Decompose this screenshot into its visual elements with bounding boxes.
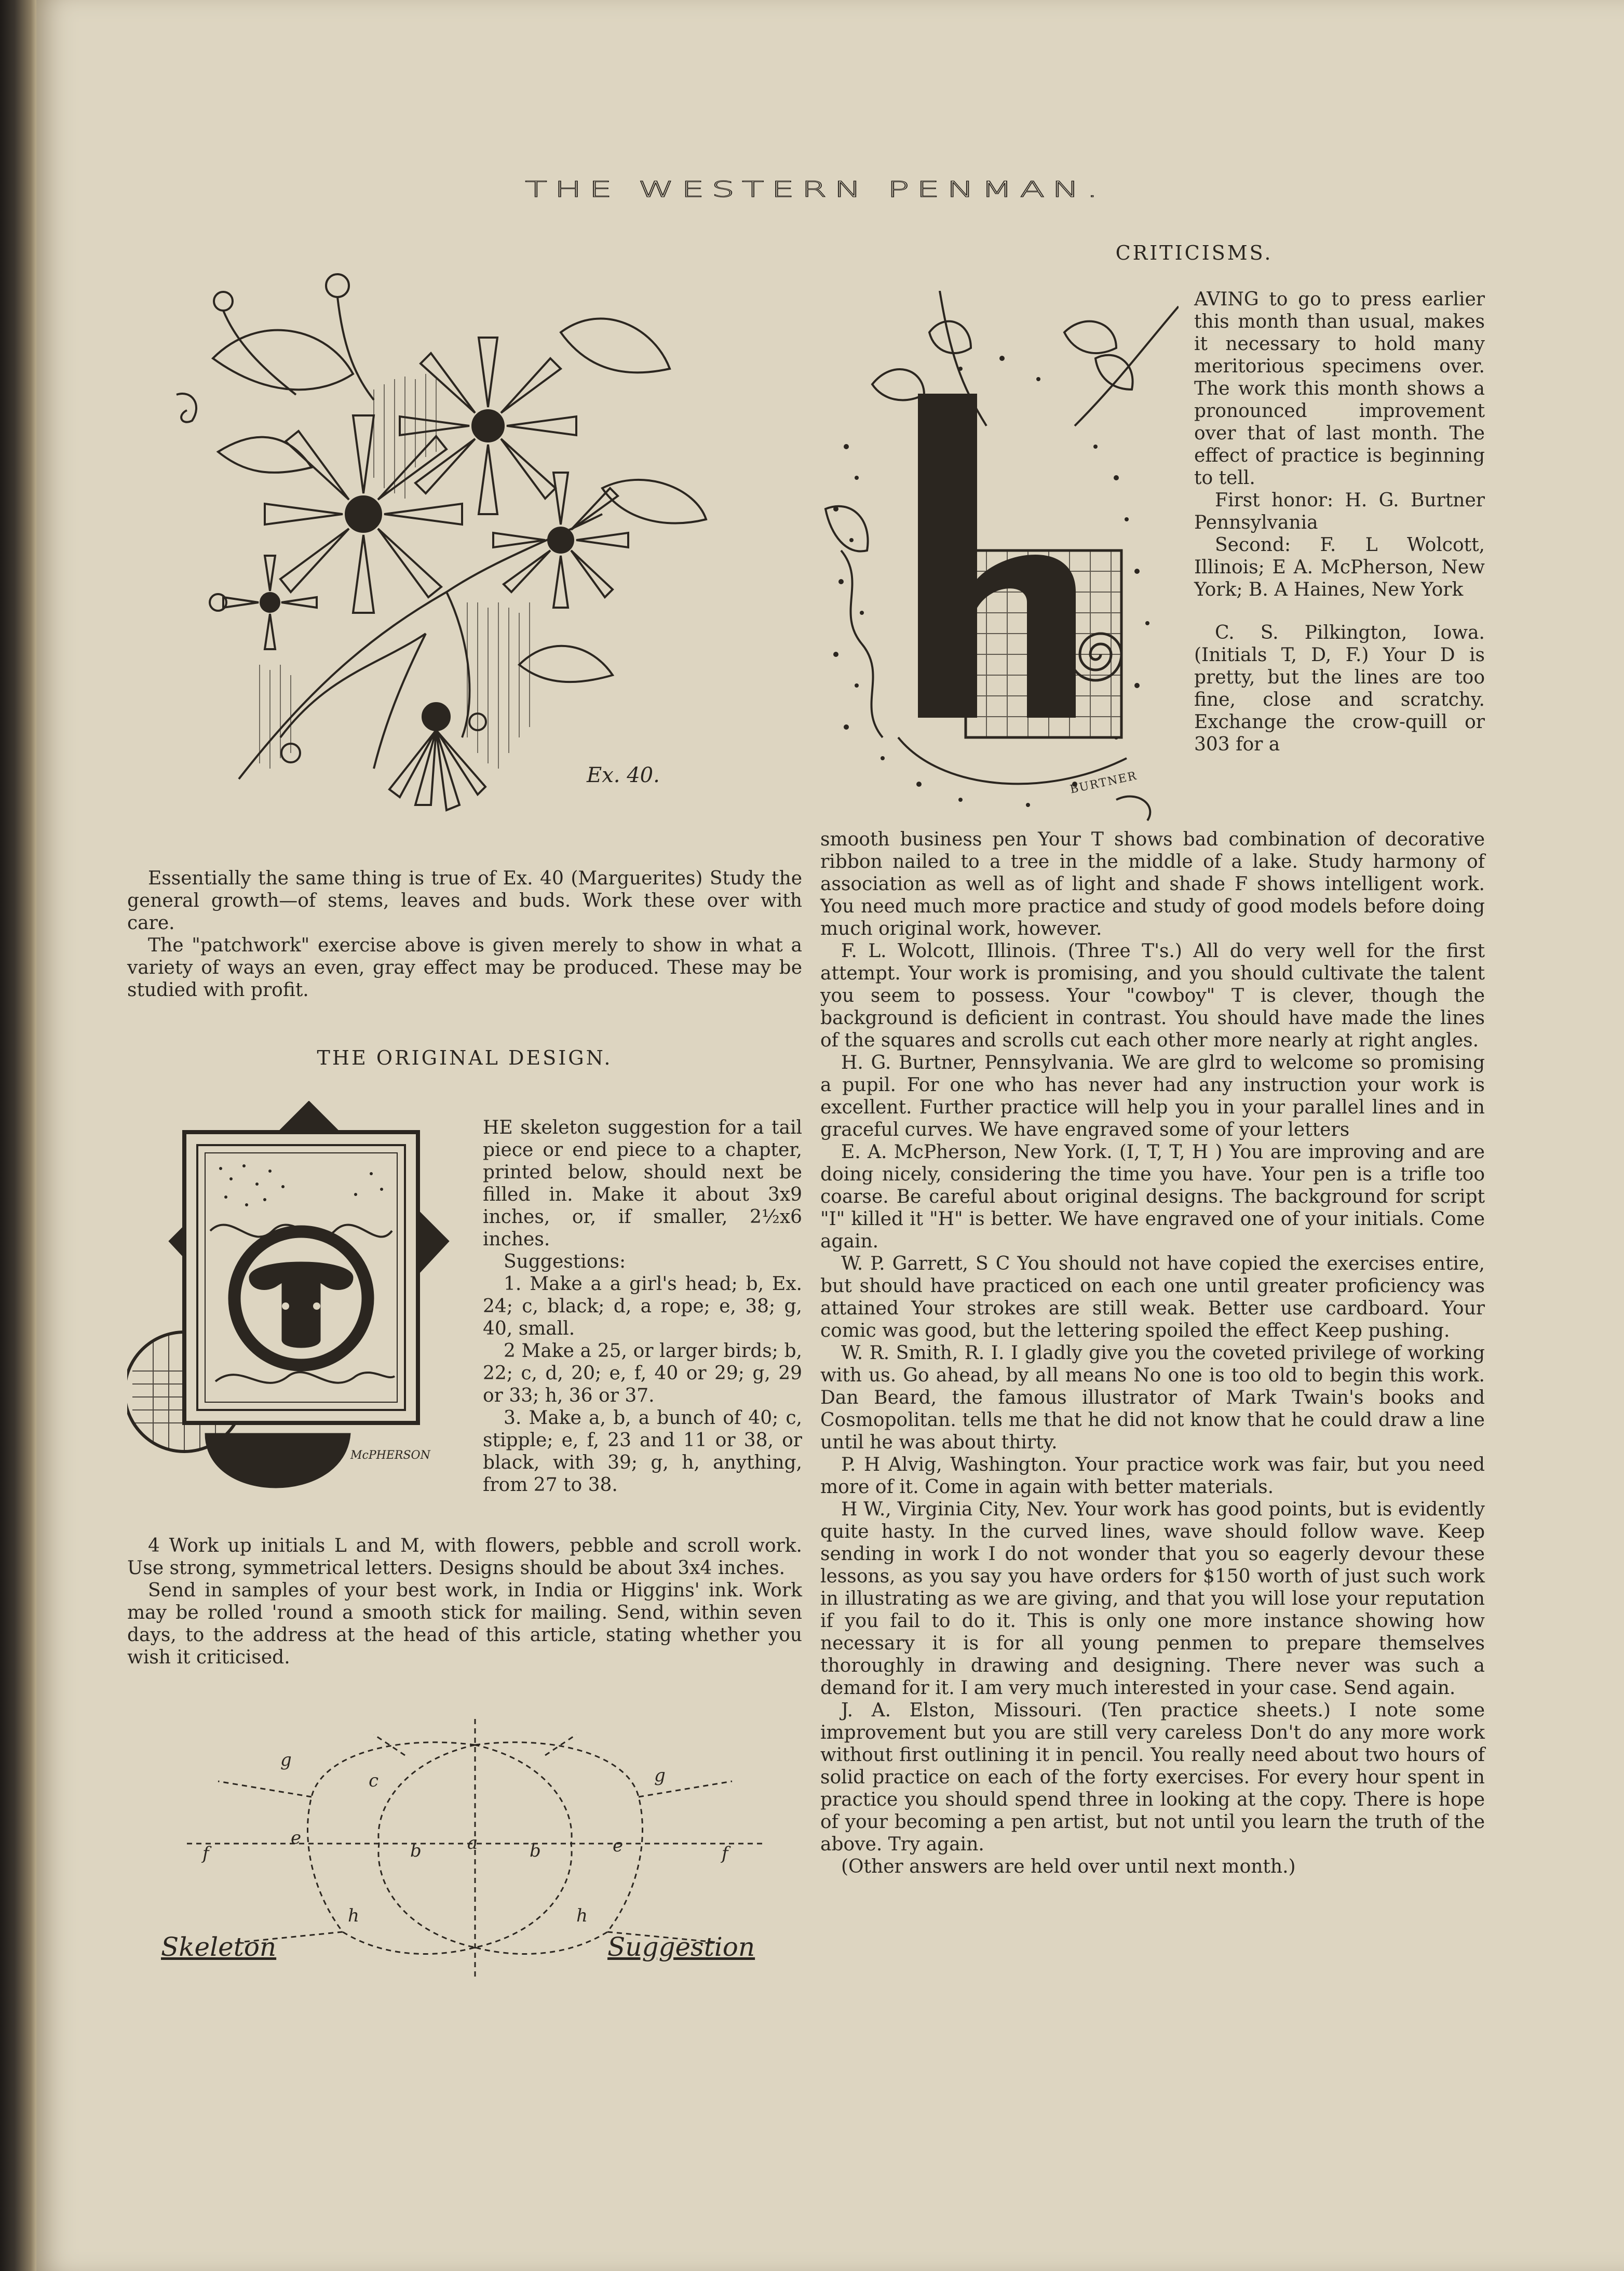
criticisms-body [820, 828, 1485, 1878]
critique: W. R. Smith, R. I. I gladly give you the coveted privilege of working with us. Go ahead, by all means No one is too old to begin this work. Dan Beard, the famous illustrator of Mark Twain's books and Cosmopolitan. tells me that he did not know that he could draw a line until he was about thirty. [820, 1342, 1485, 1453]
masthead: THE WESTERN PENMAN. [525, 177, 1105, 203]
book-binding [0, 0, 36, 2271]
design-signature: McPHERSON [350, 1449, 430, 1462]
paragraph: 4 Work up initials L and M, with flowers, pebble and scroll work. Use strong, symmetrical letters. Designs should be about 3x4 inches. [127, 1535, 802, 1579]
criticisms-intro [1194, 288, 1485, 756]
critique: H W., Virginia City, Nev. Your work has good points, but is evidently quite hasty. In the curved lines, wave should follow wave. Keep sending in work I do not wonder that you so eagerly devour these lessons, as you say you have orders for $150 worth of just such work in illustrating as we are giving, and that you will lose your reputation if you fail to do it. This is only one more instance showing how necessary it is for all young penmen to prepare themselves thoroughly in drawing and designing. There never was such a demand for it. I am very much interested in your case. Send again. [820, 1499, 1485, 1699]
initial-signature: BURTNER [1068, 769, 1139, 797]
paragraph: 3. Make a, b, a bunch of 40; c, stipple; e, f, 23 and 11 or 38, or black, with 39; g, h, anything, from 27 to 38. [483, 1407, 802, 1496]
original-design-heading: THE ORIGINAL DESIGN. [317, 1046, 613, 1069]
ornamental-h-initial [805, 291, 1179, 826]
skeleton-label-b: b [410, 1840, 422, 1861]
skeleton-label-a: a [467, 1833, 478, 1853]
left-intro-text [127, 867, 802, 1001]
skeleton-caption-left: Skeleton [161, 1932, 277, 1962]
illustration-label: Ex. 40. [587, 763, 660, 787]
criticisms-heading: CRITICISMS. [1115, 241, 1273, 264]
skeleton-label-f: f [202, 1843, 209, 1864]
skeleton-label-b2: b [530, 1840, 541, 1861]
paragraph: Send in samples of your best work, in India or Higgins' ink. Work may be rolled 'round a smooth stick for mailing. Send, within seven days, to the address at the head of this article, stating whether you wish it criticised. [127, 1580, 802, 1668]
critique: W. P. Garrett, S C You should not have copied the exercises entire, but should have practiced on each one until greater proficiency was attained Your strokes are still weak. Better use cardboard. Your comic was good, but the lettering spoiled the effect Keep pushing. [820, 1253, 1485, 1341]
paragraph: Essentially the same thing is true of Ex. 40 (Marguerites) Study the general growth—of stems, leaves and buds. Work these over with care. [127, 868, 802, 934]
marguerites-illustration [156, 270, 742, 821]
paragraph: Suggestions: [504, 1251, 626, 1272]
skeleton-label-h: h [348, 1905, 359, 1926]
skeleton-label-g2: g [654, 1765, 666, 1786]
skeleton-label-f2: f [722, 1843, 728, 1864]
honors-second: Second: F. L Wolcott, Illinois; E A. McPherson, New York; B. A Haines, New York [1194, 534, 1485, 600]
skeleton-label-e: e [291, 1827, 302, 1848]
closing-note: (Other answers are held over until next month.) [841, 1856, 1296, 1877]
critique: P. H Alvig, Washington. Your practice work was fair, but you need more of it. Come in again with better materials. [820, 1454, 1485, 1498]
paragraph: HE skeleton suggestion for a tail piece or end piece to a chapter, printed below, should next be filled in. Make it about 3x9 inches, or, if smaller, 2½x6 inches. [483, 1117, 802, 1250]
page [36, 0, 1624, 2271]
design-instructions [127, 1535, 802, 1669]
paragraph: 1. Make a a girl's head; b, Ex. 24; c, black; d, a rope; e, 38; g, 40, small. [483, 1273, 802, 1339]
critique: F. L. Wolcott, Illinois. (Three T's.) All do very well for the first attempt. Your work is promising, and you should cultivate the talent you seem to possess. Your "cowboy" T is clever, though the background is deficient in contrast. You should have made the lines of the squares and scrolls cut each other more nearly at right angles. [820, 940, 1485, 1051]
paragraph: The "patchwork" exercise above is given merely to show in what a variety of ways an even, gray effect may be produced. These may be studied with profit. [127, 935, 802, 1001]
skeleton-label-e2: e [613, 1835, 624, 1856]
paragraph: 2 Make a 25, or larger birds; b, 22; c, d, 20; e, f, 40 or 29; g, 29 or 33; h, 36 or 37. [483, 1340, 802, 1406]
honors-first: First honor: H. G. Burtner Pennsylvania [1194, 490, 1485, 533]
design-suggestions [483, 1117, 802, 1496]
ornamental-t-initial [127, 1101, 459, 1506]
skeleton-caption-right: Suggestion [607, 1932, 755, 1962]
skeleton-label-c: c [369, 1770, 379, 1791]
skeleton-label-h2: h [576, 1905, 588, 1926]
pilkington-critique-top: C. S. Pilkington, Iowa. (Initials T, D, F.) Your D is pretty, but the lines are too fine, close and scratchy. Exchange the crow-quill or 303 for a [1194, 622, 1485, 755]
critique: E. A. McPherson, New York. (I, T, T, H ) You are improving and are doing nicely, considering the time you have. Your pen is a trifle too coarse. Be careful about original designs. The background for script "I" killed it "H" is better. We have engraved one of your initials. Come again. [820, 1141, 1485, 1252]
critique: H. G. Burtner, Pennsylvania. We are glrd to welcome so promising a pupil. For one who has never had any instruction your work is excellent. Further practice will help you in your parallel lines and in graceful curves. We have engraved some of your letters [820, 1052, 1485, 1140]
skeleton-label-g: g [280, 1750, 292, 1770]
critique: J. A. Elston, Missouri. (Ten practice sheets.) I note some improvement but you are still very careless Don't do any more work without first outlining it in pencil. You really need about two hours of solid practice on each of the forty exercises. For every hour spent in practice you should spend three in looking at the copy. There is hope of your becoming a pen artist, but not until you learn the truth of the above. Try again. [820, 1700, 1485, 1855]
intro-paragraph: AVING to go to press earlier this month than usual, makes it necessary to hold many meritorious specimens over. The work this month shows a pronounced improvement over that of last month. The effect of practice is beginning to tell. [1194, 289, 1485, 489]
pilkington-critique-rest: smooth business pen Your T shows bad combination of decorative ribbon nailed to a tree in the middle of a lake. Study harmony of association as well as of light and shade F shows intelligent work. You need much more practice and study of good models before doing much original work, however. [820, 829, 1485, 939]
